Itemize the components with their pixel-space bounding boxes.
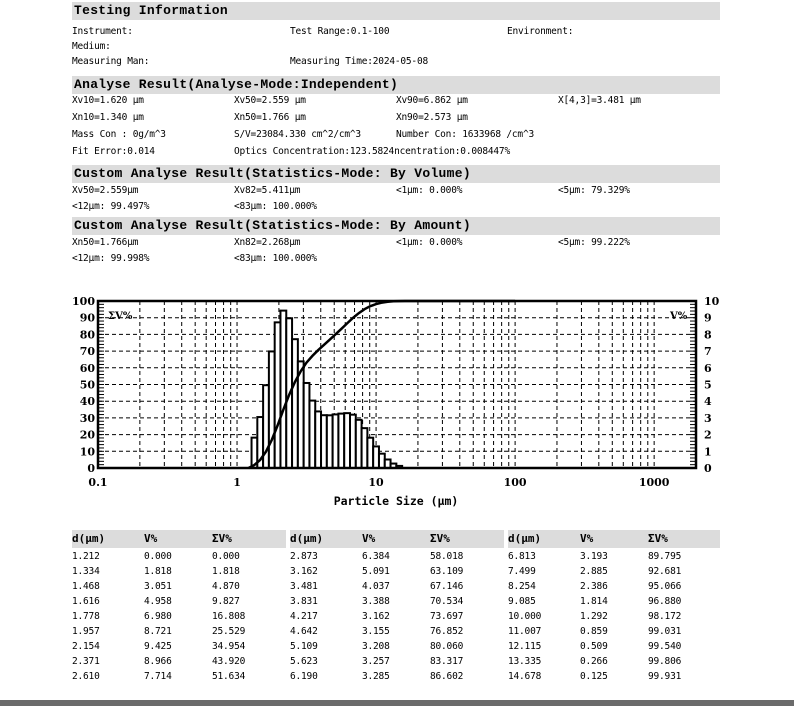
column-header: d(μm) xyxy=(508,532,542,545)
table-cell: 0.859 xyxy=(580,626,608,637)
table-cell: 3.193 xyxy=(580,551,608,562)
right-tick-label: 3 xyxy=(704,411,712,425)
fit-error-value: Fit Error:0.014 xyxy=(72,146,155,157)
column-header: V% xyxy=(362,532,376,545)
table-cell: 4.642 xyxy=(290,626,318,637)
left-tick-label: 10 xyxy=(79,445,95,459)
column-header: ΣV% xyxy=(212,532,232,545)
table-cell: 51.634 xyxy=(212,671,246,682)
left-tick-label: 50 xyxy=(79,378,95,392)
table-cell: 58.018 xyxy=(430,551,464,562)
table-cell: 25.529 xyxy=(212,626,246,637)
table-cell: 5.109 xyxy=(290,641,318,652)
table-cell: 6.980 xyxy=(144,611,172,622)
table-cell: 3.051 xyxy=(144,581,172,592)
x-axis-label: Particle Size (μm) xyxy=(333,494,459,508)
test-range: Test Range:0.1-100 xyxy=(290,26,390,37)
column-header: V% xyxy=(144,532,158,545)
x-tick-label: 1000 xyxy=(638,476,670,489)
table-cell: 1.616 xyxy=(72,596,100,607)
left-tick-label: 40 xyxy=(79,395,95,409)
table-cell: 3.831 xyxy=(290,596,318,607)
volume-lt5: <5μm: 79.329% xyxy=(558,185,630,196)
table-cell: 89.795 xyxy=(648,551,682,562)
table-cell: 9.425 xyxy=(144,641,172,652)
table-cell: 8.966 xyxy=(144,656,172,667)
volume-lt83: <83μm: 100.000% xyxy=(234,201,317,212)
xv90-value: Xv90=6.862 μm xyxy=(396,95,468,106)
table-cell: 6.813 xyxy=(508,551,536,562)
table-cell: 1.468 xyxy=(72,581,100,592)
table-cell: 80.060 xyxy=(430,641,464,652)
table-cell: 3.481 xyxy=(290,581,318,592)
measuring-time: Measuring Time:2024-05-08 xyxy=(290,56,428,67)
table-cell: 1.818 xyxy=(144,566,172,577)
xn50-value: Xn50=1.766 μm xyxy=(234,112,306,123)
table-cell: 8.254 xyxy=(508,581,536,592)
table-cell: 10.000 xyxy=(508,611,542,622)
mass-con-value: Mass Con : 0g/m^3 xyxy=(72,129,166,140)
table-cell: 34.954 xyxy=(212,641,246,652)
table-cell: 99.931 xyxy=(648,671,682,682)
left-tick-label: 20 xyxy=(79,428,95,442)
right-tick-label: 0 xyxy=(704,462,712,475)
table-cell: 83.317 xyxy=(430,656,464,667)
right-tick-label: 2 xyxy=(704,428,712,442)
table-cell: 3.162 xyxy=(290,566,318,577)
table-cell: 5.623 xyxy=(290,656,318,667)
left-tick-label: 0 xyxy=(87,462,95,475)
table-cell: 4.037 xyxy=(362,581,390,592)
table-cell: 7.714 xyxy=(144,671,172,682)
table-cell: 0.125 xyxy=(580,671,608,682)
table-cell: 1.957 xyxy=(72,626,100,637)
table-cell: 1.818 xyxy=(212,566,240,577)
table-cell: 99.031 xyxy=(648,626,682,637)
table-cell: 73.697 xyxy=(430,611,464,622)
table-cell: 4.958 xyxy=(144,596,172,607)
table-cell: 3.155 xyxy=(362,626,390,637)
right-tick-label: 9 xyxy=(704,311,712,325)
table-cell: 2.386 xyxy=(580,581,608,592)
table-cell: 0.000 xyxy=(144,551,172,562)
table-cell: 2.873 xyxy=(290,551,318,562)
table-cell: 5.091 xyxy=(362,566,390,577)
x-tick-label: 10 xyxy=(368,476,384,489)
measuring-man-label: Measuring Man: xyxy=(72,56,150,67)
table-cell: 86.602 xyxy=(430,671,464,682)
table-cell: 70.534 xyxy=(430,596,464,607)
table-cell: 4.217 xyxy=(290,611,318,622)
custom-volume-header: Custom Analyse Result(Statistics-Mode: By Volume) xyxy=(72,165,720,183)
xn90-value: Xn90=2.573 μm xyxy=(396,112,468,123)
table-cell: 98.172 xyxy=(648,611,682,622)
volume-xv50: Xv50=2.559μm xyxy=(72,185,139,196)
xv10-value: Xv10=1.620 μm xyxy=(72,95,144,106)
amount-xn50: Xn50=1.766μm xyxy=(72,237,139,248)
medium-label: Medium: xyxy=(72,41,111,52)
volume-xv82: Xv82=5.411μm xyxy=(234,185,301,196)
right-axis-label: V% xyxy=(670,311,688,322)
amount-lt1: <1μm: 0.000% xyxy=(396,237,463,248)
table-cell: 1.778 xyxy=(72,611,100,622)
number-con-value: Number Con: 1633968 /cm^3 xyxy=(396,129,534,140)
table-cell: 6.190 xyxy=(290,671,318,682)
right-tick-label: 10 xyxy=(704,295,720,308)
table-cell: 2.610 xyxy=(72,671,100,682)
left-tick-label: 100 xyxy=(72,295,95,308)
amount-lt12: <12μm: 99.998% xyxy=(72,253,150,264)
amount-lt83: <83μm: 100.000% xyxy=(234,253,317,264)
right-tick-label: 1 xyxy=(704,445,712,459)
table-cell: 12.115 xyxy=(508,641,542,652)
environment-label: Environment: xyxy=(507,26,574,37)
table-cell: 63.109 xyxy=(430,566,464,577)
plot-frame xyxy=(98,301,696,468)
table-cell: 92.681 xyxy=(648,566,682,577)
table-cell: 95.066 xyxy=(648,581,682,592)
table-cell: 3.388 xyxy=(362,596,390,607)
column-header: d(μm) xyxy=(290,532,324,545)
table-cell: 3.162 xyxy=(362,611,390,622)
right-tick-label: 7 xyxy=(704,345,712,359)
table-cell: 16.808 xyxy=(212,611,246,622)
table-cell: 7.499 xyxy=(508,566,536,577)
xv50-value: Xv50=2.559 μm xyxy=(234,95,306,106)
table-cell: 1.292 xyxy=(580,611,608,622)
volume-lt1: <1μm: 0.000% xyxy=(396,185,463,196)
table-cell: 2.154 xyxy=(72,641,100,652)
table-cell: 6.384 xyxy=(362,551,390,562)
table-cell: 3.208 xyxy=(362,641,390,652)
table-cell: 2.885 xyxy=(580,566,608,577)
left-axis-label: ΣV% xyxy=(108,311,133,322)
axis-ticks xyxy=(98,301,696,468)
amount-lt5: <5μm: 99.222% xyxy=(558,237,630,248)
amount-xn82: Xn82=2.268μm xyxy=(234,237,301,248)
table-cell: 0.000 xyxy=(212,551,240,562)
left-tick-label: 70 xyxy=(79,345,95,359)
optics-concentration-value: Optics Concentration:123.5824ncentration:0.008447% xyxy=(234,146,510,157)
table-cell: 1.212 xyxy=(72,551,100,562)
table-cell: 99.806 xyxy=(648,656,682,667)
table-cell: 1.334 xyxy=(72,566,100,577)
left-tick-label: 80 xyxy=(79,328,95,342)
column-header: ΣV% xyxy=(430,532,450,545)
table-cell: 67.146 xyxy=(430,581,464,592)
x-tick-label: 0.1 xyxy=(88,476,108,489)
column-header: V% xyxy=(580,532,594,545)
chart-grid xyxy=(98,301,696,468)
table-cell: 3.285 xyxy=(362,671,390,682)
right-tick-label: 4 xyxy=(704,395,712,409)
table-cell: 4.870 xyxy=(212,581,240,592)
table-cell: 11.007 xyxy=(508,626,542,637)
table-cell: 0.266 xyxy=(580,656,608,667)
left-tick-label: 60 xyxy=(79,361,95,375)
xn10-value: Xn10=1.340 μm xyxy=(72,112,144,123)
table-cell: 76.852 xyxy=(430,626,464,637)
table-cell: 1.814 xyxy=(580,596,608,607)
analyse-result-header: Analyse Result(Analyse-Mode:Independent) xyxy=(72,76,720,94)
column-header: d(μm) xyxy=(72,532,106,545)
left-tick-label: 30 xyxy=(79,411,95,425)
right-tick-label: 5 xyxy=(704,378,712,392)
instrument-label: Instrument: xyxy=(72,26,133,37)
axis-labels xyxy=(72,295,720,489)
x-tick-label: 1 xyxy=(233,476,241,489)
x-tick-label: 100 xyxy=(503,476,527,489)
x43-value: X[4,3]=3.481 μm xyxy=(558,95,641,106)
table-cell: 43.920 xyxy=(212,656,246,667)
table-cell: 96.880 xyxy=(648,596,682,607)
table-cell: 14.678 xyxy=(508,671,542,682)
particle-size-chart xyxy=(0,280,794,515)
sv-value: S/V=23084.330 cm^2/cm^3 xyxy=(234,129,361,140)
testing-info-header: Testing Information xyxy=(72,2,720,20)
column-header: ΣV% xyxy=(648,532,668,545)
left-tick-label: 90 xyxy=(79,311,95,325)
custom-amount-header: Custom Analyse Result(Statistics-Mode: By Amount) xyxy=(72,217,720,235)
table-cell: 13.335 xyxy=(508,656,542,667)
table-cell: 9.827 xyxy=(212,596,240,607)
volume-lt12: <12μm: 99.497% xyxy=(72,201,150,212)
table-cell: 99.540 xyxy=(648,641,682,652)
table-cell: 2.371 xyxy=(72,656,100,667)
bottom-bar xyxy=(0,700,794,706)
right-tick-label: 8 xyxy=(704,328,712,342)
table-cell: 3.257 xyxy=(362,656,390,667)
table-cell: 8.721 xyxy=(144,626,172,637)
table-cell: 0.509 xyxy=(580,641,608,652)
table-cell: 9.085 xyxy=(508,596,536,607)
right-tick-label: 6 xyxy=(704,361,712,375)
